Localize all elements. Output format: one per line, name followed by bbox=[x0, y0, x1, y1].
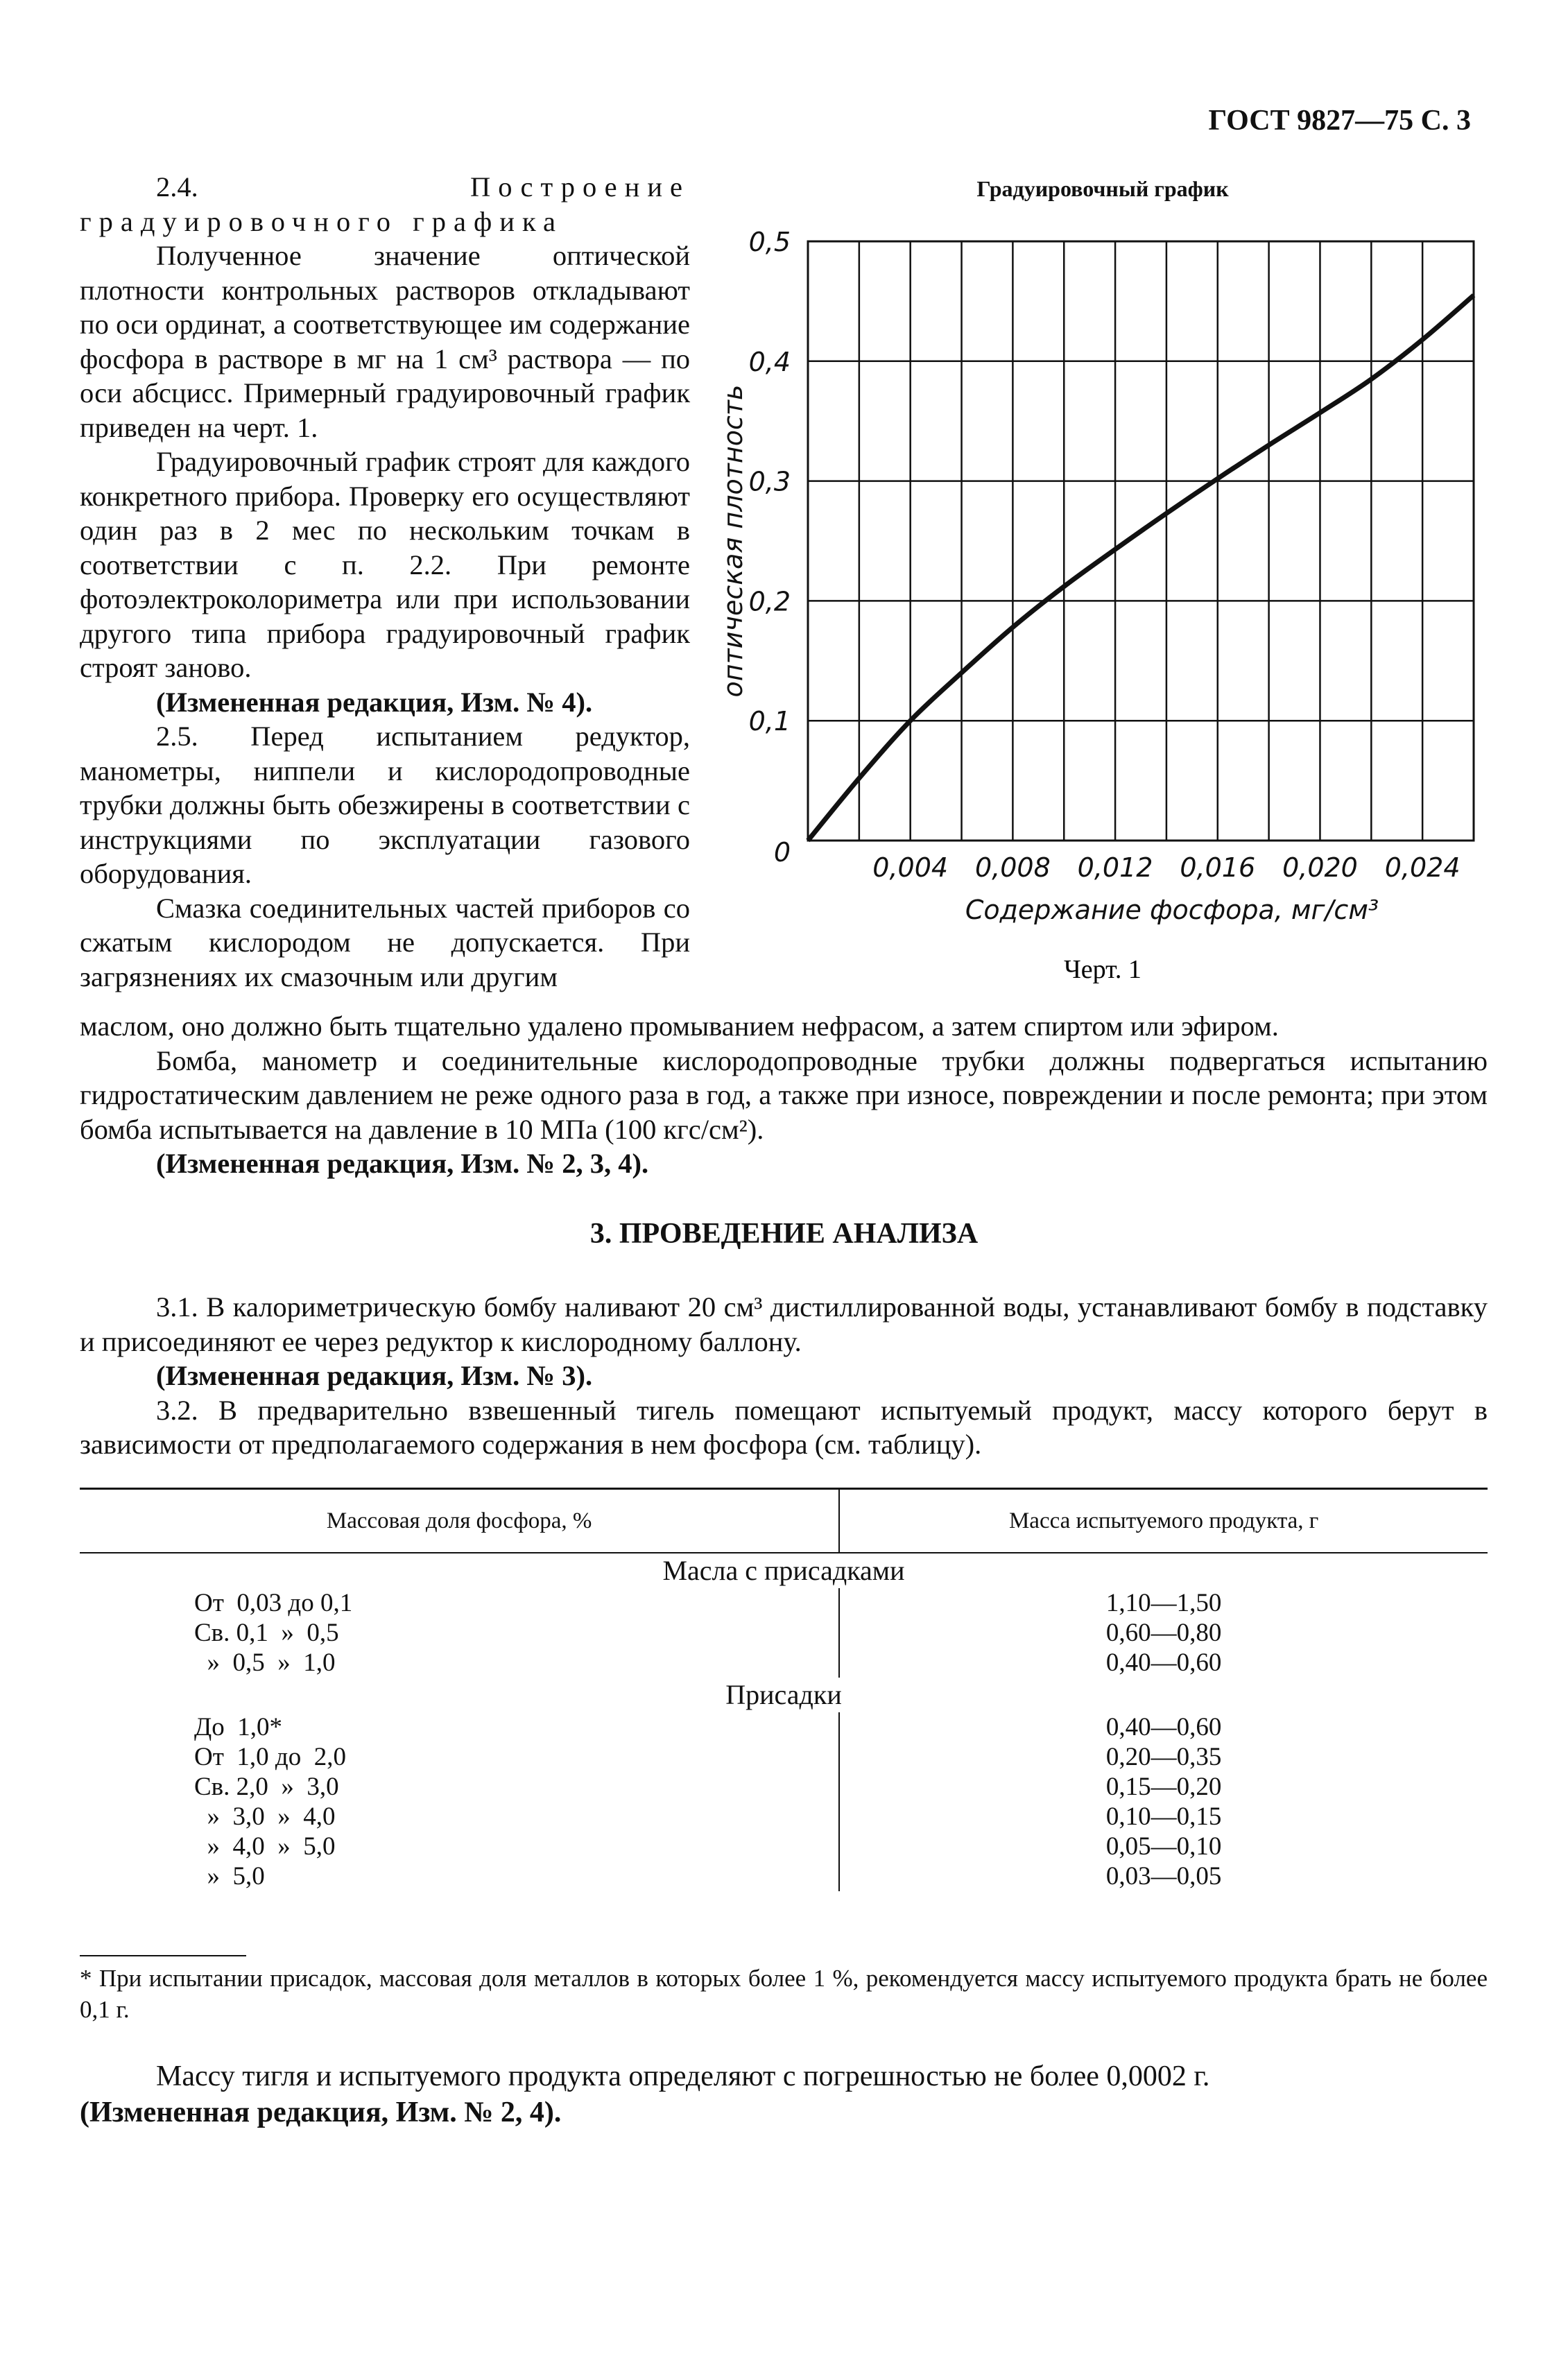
table-row bbox=[80, 1861, 1488, 1891]
table-row bbox=[80, 1742, 1488, 1772]
paragraph: 3.2. В предварительно взвешенный тигель помещают испытуемый продукт, массу которого берут в зависимости от предполагаемого содержания в нем фосфора (см. таблицу). bbox=[80, 1394, 1488, 1460]
mass-cell: 0,15—0,20 bbox=[1105, 1773, 1222, 1801]
table-row bbox=[80, 1802, 1488, 1832]
section-3-text bbox=[80, 1290, 1488, 1462]
paragraph: Градуировочный график строят для каждого конкретного прибора. Проверку его осуществляют один раз в 2 мес по нескольким точкам в соответствии с п. 2.2. При ремонте фотоэлектроколориметра или при использовании другого типа прибора градуировочный график строят заново. bbox=[80, 446, 690, 683]
paragraph: Полученное значение оптической плотности контрольных растворов откладывают по оси ординат, а соответствующее им содержание фосфора в растворе в мг на 1 см³ раствора — по оси абсцисс. Примерный градуировочный график приведен на черт. 1. bbox=[80, 240, 690, 443]
fraction-cell: » 3,0 » 4,0 bbox=[80, 1802, 839, 1832]
table-group-header bbox=[80, 1553, 1488, 1588]
table-row bbox=[80, 1832, 1488, 1861]
full-width-text bbox=[80, 1009, 1488, 1181]
amendment-note: (Измененная редакция, Изм. № 2, 3, 4). bbox=[156, 1148, 649, 1179]
x-axis-label: Содержание фосфора, мг/см³ bbox=[965, 895, 1379, 925]
paragraph: 2.5. Перед испытанием редуктор, манометры, ниппели и кислородопроводные трубки должны быть обезжирены в соответствии с инструкциями по эксплуатации газового оборудования. bbox=[80, 721, 690, 889]
mass-cell: 1,10—1,50 bbox=[1105, 1589, 1222, 1617]
table-row bbox=[80, 1588, 1488, 1618]
table-row bbox=[80, 1648, 1488, 1678]
paragraph: Массу тигля и испытуемого продукта определяют с погрешностью не более 0,0002 г. bbox=[156, 2060, 1210, 2092]
paragraph: Бомба, манометр и соединительные кислородопроводные трубки должны подвергаться испытанию гидростатическим давлением не реже одного раза в год, а также при износе, повреждении и после ремонта; при этом бомба испытывается на давление в 10 МПа (100 кгс/см²). bbox=[80, 1044, 1488, 1145]
x-tick-label: 0,024 bbox=[1384, 852, 1461, 883]
fraction-cell: Св. 2,0 » 3,0 bbox=[80, 1772, 839, 1802]
mass-cell: 0,10—0,15 bbox=[1105, 1802, 1222, 1831]
group-title: Масла с присадками bbox=[662, 1555, 905, 1586]
y-tick-label: 0,5 bbox=[748, 227, 791, 257]
y-tick-label: 0,2 bbox=[748, 586, 791, 617]
fraction-cell: До 1,0* bbox=[80, 1712, 839, 1742]
y-tick-label: 0,1 bbox=[748, 706, 791, 737]
section-3-title: 3. ПРОВЕДЕНИЕ АНАЛИЗА bbox=[589, 1218, 979, 1250]
table-row bbox=[80, 1618, 1488, 1648]
y-tick-label: 0 bbox=[773, 837, 791, 868]
mass-cell: 0,40—0,60 bbox=[1105, 1648, 1222, 1677]
calibration-curve bbox=[808, 295, 1474, 841]
y-tick-labels bbox=[749, 227, 791, 868]
x-tick-labels bbox=[872, 852, 1460, 883]
y-tick-label: 0,4 bbox=[748, 346, 791, 377]
section-2-4-heading: 2.4. Построение градуировочного графика bbox=[80, 171, 690, 237]
paragraph: 3.1. В калориметрическую бомбу наливают 20 см³ дистиллированной воды, устанавливают бомбу в подставку и присоединяют ее через редуктор к кислородному баллону. bbox=[80, 1291, 1488, 1357]
sample-mass-table bbox=[80, 1488, 1488, 1891]
y-axis-label: оптическая плотность bbox=[718, 384, 748, 698]
chart-caption: Черт. 1 bbox=[1064, 955, 1141, 984]
chart-grid bbox=[808, 241, 1474, 841]
paragraph-continuation: маслом, оно должно быть тщательно удалено промыванием нефрасом, а затем спиртом или эфиром. bbox=[80, 1010, 1279, 1042]
mass-cell: 0,03—0,05 bbox=[1105, 1862, 1222, 1891]
y-tick-label: 0,3 bbox=[748, 466, 791, 497]
fraction-cell: От 1,0 до 2,0 bbox=[80, 1742, 839, 1772]
column-header-mass: Масса испытуемого продукта, г bbox=[839, 1489, 1488, 1553]
table-row bbox=[80, 1712, 1488, 1742]
final-text bbox=[80, 2058, 1488, 2130]
table-group-header bbox=[80, 1678, 1488, 1712]
amendment-note: (Измененная редакция, Изм. № 4). bbox=[156, 686, 593, 718]
fraction-cell: От 0,03 до 0,1 bbox=[80, 1588, 839, 1618]
chart-title: Градуировочный график bbox=[976, 176, 1229, 201]
fraction-cell: » 0,5 » 1,0 bbox=[80, 1648, 839, 1678]
x-tick-label: 0,004 bbox=[872, 852, 949, 883]
mass-cell: 0,60—0,80 bbox=[1105, 1619, 1222, 1647]
x-tick-label: 0,016 bbox=[1180, 852, 1256, 883]
mass-cell: 0,40—0,60 bbox=[1105, 1713, 1222, 1741]
calibration-chart bbox=[693, 173, 1491, 999]
footnote-divider bbox=[80, 1955, 246, 1956]
group-title: Присадки bbox=[725, 1679, 842, 1710]
amendment-note: (Измененная редакция, Изм. № 2, 4). bbox=[80, 2097, 562, 2128]
paragraph: Смазка соединительных частей приборов со сжатым кислородом не допускается. При загрязнениях их смазочным или другим bbox=[80, 892, 690, 992]
amendment-note: (Измененная редакция, Изм. № 3). bbox=[156, 1360, 593, 1391]
mass-cell: 0,20—0,35 bbox=[1105, 1743, 1222, 1771]
x-tick-label: 0,008 bbox=[974, 852, 1051, 883]
fraction-cell: » 4,0 » 5,0 bbox=[80, 1832, 839, 1861]
left-column-text bbox=[80, 170, 690, 994]
column-header-fraction: Массовая доля фосфора, % bbox=[80, 1489, 839, 1553]
x-tick-label: 0,020 bbox=[1282, 852, 1358, 883]
plot-frame bbox=[808, 241, 1474, 841]
x-tick-label: 0,012 bbox=[1077, 852, 1153, 883]
table-row bbox=[80, 1772, 1488, 1802]
fraction-cell: Св. 0,1 » 0,5 bbox=[80, 1618, 839, 1648]
fraction-cell: » 5,0 bbox=[80, 1861, 839, 1891]
page-header: ГОСТ 9827—75 С. 3 bbox=[1208, 105, 1471, 137]
footnote: * При испытании присадок, массовая доля металлов в которых более 1 %, рекомендуется массу испытуемого продукта брать не более 0,1 г. bbox=[80, 1965, 1488, 2023]
mass-cell: 0,05—0,10 bbox=[1105, 1832, 1222, 1861]
chart-svg bbox=[693, 173, 1491, 999]
